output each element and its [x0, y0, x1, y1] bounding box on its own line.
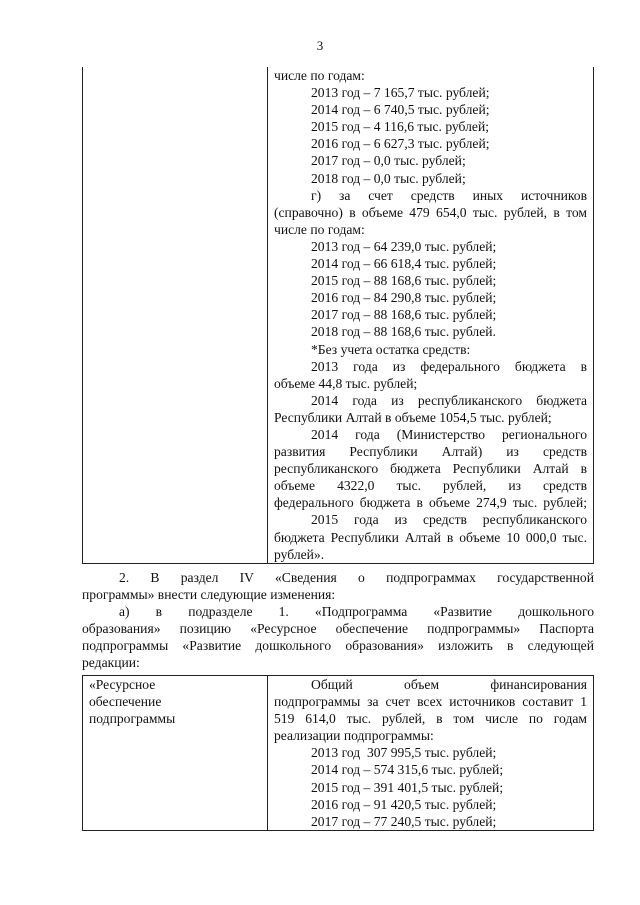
table-cell-label	[83, 676, 268, 831]
text-line: 2015 год – 391 401,5 тыс. рублей;	[311, 779, 504, 795]
paragraph-line: образования» позицию «Ресурсное обеспечение подпрограммы» Паспорта	[82, 621, 594, 637]
label-line: «Ресурсное	[89, 677, 156, 692]
text-line: объеме 4322,0 тыс. рублей, из средств	[274, 478, 587, 494]
text-line: 2013 год – 7 165,7 тыс. рублей;	[311, 85, 490, 101]
text-line: Республики Алтай в объеме 1054,5 тыс. рублей;	[274, 409, 552, 425]
text-line: 2014 год – 6 740,5 тыс. рублей;	[311, 102, 490, 118]
text-line: *Без учета остатка средств:	[311, 341, 471, 357]
text-line: 2017 год – 77 240,5 тыс. рублей;	[311, 813, 497, 829]
text-line: рублей».	[274, 546, 325, 562]
resource-provision-table	[82, 675, 594, 831]
text-line: 2014 год – 66 618,4 тыс. рублей;	[311, 256, 497, 272]
text-line: подпрограммы за счет всех источников составит 1	[274, 694, 587, 710]
label-line: подпрограммы	[89, 711, 176, 727]
table-cell-funding-text	[268, 676, 594, 831]
text-line: республиканского бюджета Республики Алтай в	[274, 461, 587, 477]
text-line: 2013 года из федерального бюджета в	[311, 358, 587, 374]
paragraph-line: программы» внести следующие изменения:	[82, 587, 336, 603]
paragraph-line: редакции:	[82, 655, 140, 671]
text-line: г) за счет средств иных источников	[311, 187, 587, 203]
text-line: 2014 года (Министерство регионального	[311, 426, 587, 442]
paragraph-line: а) в подразделе 1. «Подпрограмма «Развитие дошкольного	[119, 604, 594, 620]
text-line: 2017 год – 88 168,6 тыс. рублей;	[311, 307, 497, 323]
text-line: федерального бюджета в объеме 274,9 тыс. рублей;	[274, 495, 587, 511]
text-line: 2016 год – 84 290,8 тыс. рублей;	[311, 290, 497, 306]
table-cell-funding-text	[268, 67, 594, 563]
text-line: объеме 44,8 тыс. рублей;	[274, 375, 418, 391]
paragraph-line: подпрограммы «Развитие дошкольного образования» изложить в следующей	[82, 638, 594, 654]
funding-table-continued	[82, 67, 594, 564]
text-line: 2014 года из республиканского бюджета	[311, 392, 587, 408]
text-line: бюджета Республики Алтай в объеме 10 000,0 тыс.	[274, 529, 587, 545]
text-line: 2014 год – 574 315,6 тыс. рублей;	[311, 762, 504, 778]
text-line: 2017 год – 0,0 тыс. рублей;	[311, 153, 466, 169]
text-line: (справочно) в объеме 479 654,0 тыс. рублей, в том	[274, 204, 587, 220]
text-line: 2016 год – 91 420,5 тыс. рублей;	[311, 796, 497, 812]
page-number: 3	[316, 38, 324, 53]
text-line: 2015 год – 4 116,6 тыс. рублей;	[311, 119, 489, 135]
text-line: 2015 год – 88 168,6 тыс. рублей;	[311, 273, 497, 289]
text-line: 2018 год – 88 168,6 тыс. рублей.	[311, 324, 496, 340]
text-line: реализации подпрограммы:	[274, 728, 434, 744]
text-line: числе по годам:	[274, 221, 365, 237]
text-line: 2016 год – 6 627,3 тыс. рублей;	[311, 136, 490, 152]
text-line: 2013 год – 64 239,0 тыс. рублей;	[311, 238, 497, 254]
text-line: числе по годам:	[274, 68, 365, 83]
label-line: обеспечение	[89, 694, 162, 710]
text-line: 2018 год – 0,0 тыс. рублей;	[311, 170, 466, 186]
text-line: 2015 года из средств республиканского	[311, 512, 587, 528]
text-line: 519 614,0 тыс. рублей, в том числе по годам	[274, 711, 587, 727]
text-line: Общий объем финансирования	[311, 677, 587, 692]
paragraph-line: 2. В раздел IV «Сведения о подпрограммах государственной	[119, 570, 594, 585]
text-line: развития Республики Алтай) из средств	[274, 444, 587, 460]
table-cell-empty	[83, 67, 268, 563]
amendment-paragraphs	[82, 569, 594, 672]
text-line: 2013 год 307 995,5 тыс. рублей;	[311, 745, 497, 761]
